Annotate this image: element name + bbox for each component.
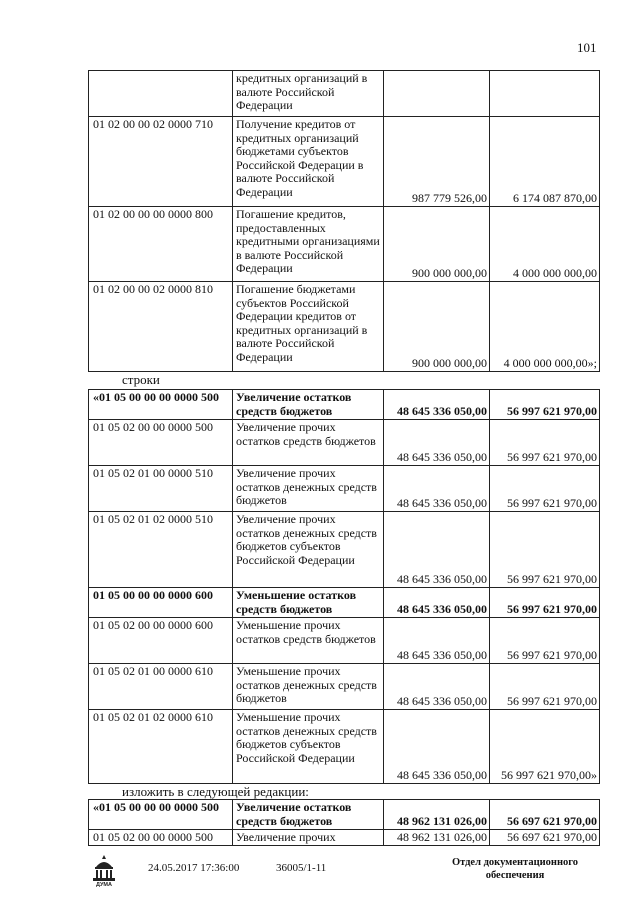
table-row	[89, 71, 600, 117]
row-value-2: 56 997 621 970,00	[490, 512, 600, 588]
row-code: 01 05 02 00 00 0000 500	[89, 420, 233, 466]
row-name: Уменьшение прочих остатков денежных средств бюджетов субъектов Российской Федерации	[233, 710, 384, 784]
table-budget-credits	[88, 70, 600, 372]
duma-logo-text: ДУМА	[96, 882, 112, 887]
row-value-2: 56 997 621 970,00	[490, 664, 600, 710]
row-value-1: 48 645 336 050,00	[384, 664, 490, 710]
row-value-1: 48 645 336 050,00	[384, 390, 490, 420]
footer-department: Отдел документационного обеспечения	[451, 857, 579, 881]
row-name: Увеличение прочих остатков денежных средств бюджетов	[233, 466, 384, 512]
table-row	[89, 830, 600, 846]
row-value-2: 56 997 621 970,00	[490, 588, 600, 618]
row-value-2: 56 997 621 970,00	[490, 618, 600, 664]
table-row	[89, 710, 600, 784]
row-value-2: 6 174 087 870,00	[490, 117, 600, 207]
row-value-2: 4 000 000 000,00»;	[490, 282, 600, 372]
row-code: 01 02 00 00 02 0000 810	[89, 282, 233, 372]
table-row	[89, 117, 600, 207]
table-row	[89, 282, 600, 372]
row-value-1: 987 779 526,00	[384, 117, 490, 207]
row-code: 01 05 00 00 00 0000 600	[89, 588, 233, 618]
row-value-2: 56 997 621 970,00	[490, 420, 600, 466]
row-value-2: 4 000 000 000,00	[490, 207, 600, 282]
row-code: 01 02 00 00 00 0000 800	[89, 207, 233, 282]
row-name: Погашение бюджетами субъектов Российской Федерации кредитов от кредитных организаций в валюте Российской Федерации	[233, 282, 384, 372]
row-value-2: 56 997 621 970,00	[490, 466, 600, 512]
row-code	[89, 71, 233, 117]
row-name: Увеличение прочих	[233, 830, 384, 846]
row-name: Уменьшение прочих остатков денежных средств бюджетов	[233, 664, 384, 710]
row-value-1: 48 645 336 050,00	[384, 466, 490, 512]
table-row	[89, 588, 600, 618]
table-row	[89, 664, 600, 710]
row-code: «01 05 00 00 00 0000 500	[89, 800, 233, 830]
row-name: Увеличение остатков средств бюджетов	[233, 390, 384, 420]
label-stroki: строки	[122, 372, 160, 387]
row-name: Погашение кредитов, предоставленных кредитными организациями в валюте Российской Федерации	[233, 207, 384, 282]
table-budget-balances-new	[88, 799, 600, 846]
row-value-1: 900 000 000,00	[384, 207, 490, 282]
footer-doc-id: 36005/1-11	[276, 862, 327, 874]
table-row	[89, 390, 600, 420]
row-name: Уменьшение прочих остатков средств бюджетов	[233, 618, 384, 664]
row-value-1: 48 645 336 050,00	[384, 512, 490, 588]
row-name: кредитных организаций в валюте Российской Федерации	[233, 71, 384, 117]
row-name: Увеличение прочих остатков денежных средств бюджетов субъектов Российской Федерации	[233, 512, 384, 588]
row-code: 01 05 02 00 00 0000 500	[89, 830, 233, 846]
table-row	[89, 420, 600, 466]
table-row	[89, 207, 600, 282]
table-row	[89, 512, 600, 588]
row-value-2: 56 697 621 970,00	[490, 830, 600, 846]
row-value-1: 48 645 336 050,00	[384, 618, 490, 664]
row-value-1: 900 000 000,00	[384, 282, 490, 372]
row-code: 01 05 02 00 00 0000 600	[89, 618, 233, 664]
row-code: 01 05 02 01 00 0000 510	[89, 466, 233, 512]
table-budget-balances-old	[88, 389, 600, 784]
row-code: 01 05 02 01 02 0000 610	[89, 710, 233, 784]
row-value-2	[490, 71, 600, 117]
table-row	[89, 618, 600, 664]
row-value-2: 56 697 621 970,00	[490, 800, 600, 830]
table-row	[89, 800, 600, 830]
row-value-1: 48 645 336 050,00	[384, 588, 490, 618]
row-name: Получение кредитов от кредитных организаций бюджетами субъектов Российской Федерации в валюте Российской Федерации	[233, 117, 384, 207]
row-code: 01 05 02 01 00 0000 610	[89, 664, 233, 710]
page-number: 101	[577, 40, 597, 55]
row-value-1: 48 962 131 026,00	[384, 830, 490, 846]
table-row	[89, 466, 600, 512]
row-value-1: 48 645 336 050,00	[384, 710, 490, 784]
row-value-1	[384, 71, 490, 117]
row-code: 01 02 00 00 02 0000 710	[89, 117, 233, 207]
duma-logo	[90, 853, 118, 887]
row-code: 01 05 02 01 02 0000 510	[89, 512, 233, 588]
row-name: Уменьшение остатков средств бюджетов	[233, 588, 384, 618]
row-value-1: 48 645 336 050,00	[384, 420, 490, 466]
row-value-2: 56 997 621 970,00	[490, 390, 600, 420]
row-name: Увеличение прочих остатков средств бюджетов	[233, 420, 384, 466]
footer-datetime: 24.05.2017 17:36:00	[148, 862, 240, 874]
row-name: Увеличение остатков средств бюджетов	[233, 800, 384, 830]
row-value-2: 56 997 621 970,00»	[490, 710, 600, 784]
row-value-1: 48 962 131 026,00	[384, 800, 490, 830]
row-code: «01 05 00 00 00 0000 500	[89, 390, 233, 420]
label-new-edition: изложить в следующей редакции:	[122, 784, 309, 799]
